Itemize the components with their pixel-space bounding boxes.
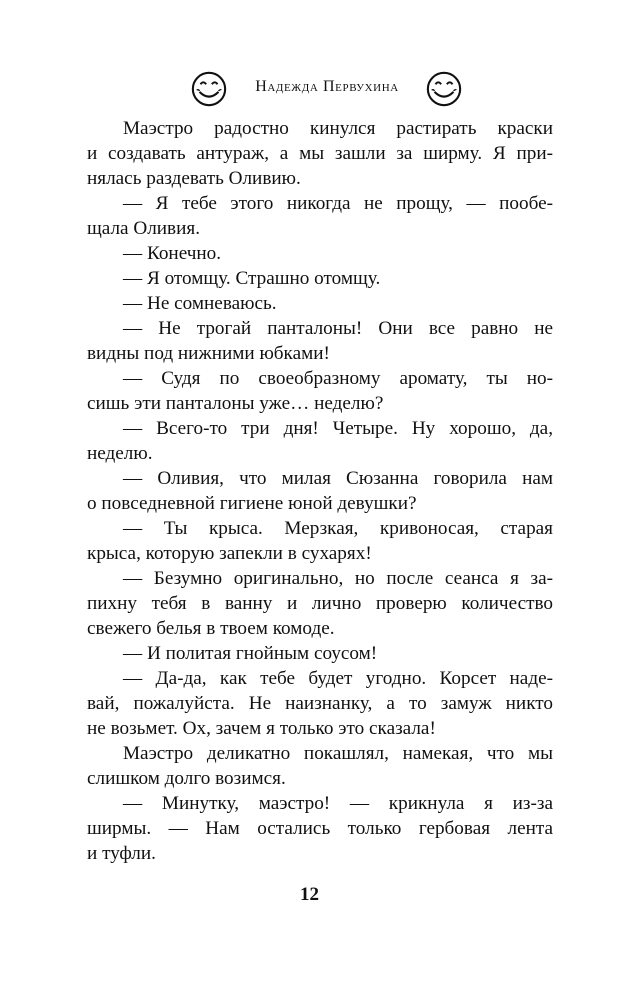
page-number: 12: [300, 884, 319, 905]
text-line: о повседневной гигиене юной девушки?: [87, 493, 417, 514]
author-name: Надежда Первухина: [255, 78, 399, 95]
text-line: Маэстро радостно кинулся растирать краски: [123, 118, 553, 139]
text-line: неделю.: [87, 443, 153, 464]
page-body-text: [87, 116, 553, 866]
text-line: не возьмет. Ох, зачем я только это сказала!: [87, 718, 436, 739]
text-line: — Не сомневаюсь.: [123, 293, 277, 314]
text-line: слишком долго возимся.: [87, 768, 286, 789]
text-line: — Безумно оригинально, но после сеанса я за-: [123, 568, 553, 589]
text-line: — Я тебе этого никогда не прощу, — пообе-: [123, 193, 553, 214]
text-line: Маэстро деликатно покашлял, намекая, что мы: [123, 743, 553, 764]
text-line: — Не трогай панталоны! Они все равно не: [123, 318, 553, 339]
text-line: — Да-да, как тебе будет угодно. Корсет надe-: [123, 668, 553, 689]
text-line: вай, пожалуйста. Не наизнанку, а то замуж никто: [87, 693, 553, 714]
text-line: — И политая гнойным соусом!: [123, 643, 378, 664]
text-line: и создавать антураж, а мы зашли за ширму. Я при-: [87, 143, 553, 164]
text-line: — Судя по своеобразному аромату, ты но-: [123, 368, 553, 389]
text-line: — Оливия, что милая Сюзанна говорила нам: [123, 468, 553, 489]
text-line: нялась раздевать Оливию.: [87, 168, 301, 189]
text-line: сишь эти панталоны уже… неделю?: [87, 393, 384, 414]
running-header: [0, 64, 619, 114]
text-line: щала Оливия.: [87, 218, 200, 239]
text-line: — Я отомщу. Страшно отомщу.: [123, 268, 381, 289]
text-line: — Конечно.: [123, 243, 222, 264]
text-line: свежего белья в твоем комоде.: [87, 618, 335, 639]
text-line: — Минутку, маэстро! — крикнула я из-за: [123, 793, 553, 814]
text-line: и туфли.: [87, 843, 156, 864]
text-line: видны под нижними юбками!: [87, 343, 330, 364]
smiley-face-icon: [190, 70, 228, 108]
text-line: ширмы. — Нам остались только гербовая лента: [87, 818, 553, 839]
smiley-face-icon: [425, 70, 463, 108]
text-line: пихну тебя в ванну и лично проверю количество: [87, 593, 553, 614]
text-line: — Всего-то три дня! Четыре. Ну хорошо, да,: [123, 418, 553, 439]
text-line: — Ты крыса. Мерзкая, кривоносая, старая: [123, 518, 553, 539]
text-line: крыса, которую запекли в сухарях!: [87, 543, 372, 564]
